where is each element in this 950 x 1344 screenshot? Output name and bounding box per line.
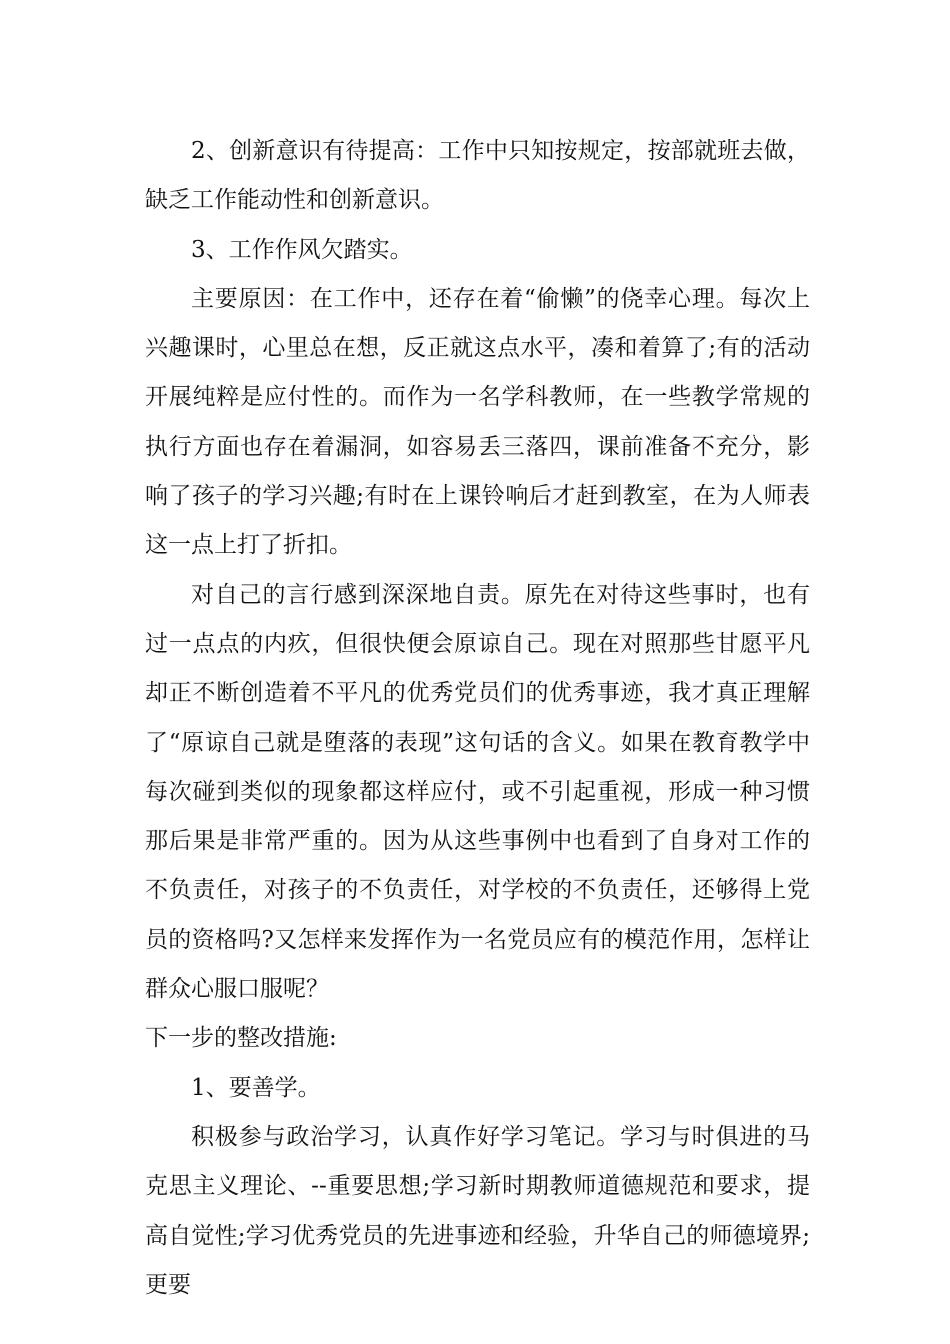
paragraph-political-study: 积极参与政治学习，认真作好学习笔记。学习与时俱进的马克思主义理论、--重要思想;学习新时期教师道德规范和要求，提高自觉性;学习优秀党员的先进事迹和经验，升华自己的师德境界;更要 xyxy=(145,1123,810,1298)
paragraph-self-reflection: 对自己的言行感到深深地自责。原先在对待这些事时，也有过一点点的内疚，但很快便会原谅自己。现在对照那些甘愿平凡却正不断创造着不平凡的优秀党员们的优秀事迹，我才真正理解了“原谅自己就是堕落的表现”这句话的含义。如果在教育教学中每次碰到类似的现象都这样应付，或不引起重视，形成一种习惯那后果是非常严重的。因为从这些事例中也看到了自身对工作的不负责任，对孩子的不负责任，对学校的不负责任，还够得上党员的资格吗?又怎样来发挥作为一名党员应有的模范作用，怎样让群众心服口服呢？ xyxy=(145,581,810,1003)
paragraph-be-good-at-learning: 1、要善学。 xyxy=(191,1074,321,1101)
paragraph-main-reasons: 主要原因：在工作中，还存在着“偷懒”的侥幸心理。每次上兴趣课时，心里总在想，反正就这点水平，凑和着算了;有的活动开展纯粹是应付性的。而作为一名学科教师，在一些教学常规的执行方面也存在着漏洞，如容易丢三落四，课前准备不充分，影响了孩子的学习兴趣;有时在上课铃响后才赶到教室，在为人师表这一点上打了折扣。 xyxy=(145,285,810,559)
document-body xyxy=(145,127,810,1310)
paragraph-innovation-awareness: 2、创新意识有待提高：工作中只知按规定，按部就班去做，缺乏工作能动性和创新意识。 xyxy=(145,138,810,214)
paragraph-next-steps-heading: 下一步的整改措施: xyxy=(145,1025,337,1052)
paragraph-work-style: 3、工作作风欠踏实。 xyxy=(191,236,413,263)
